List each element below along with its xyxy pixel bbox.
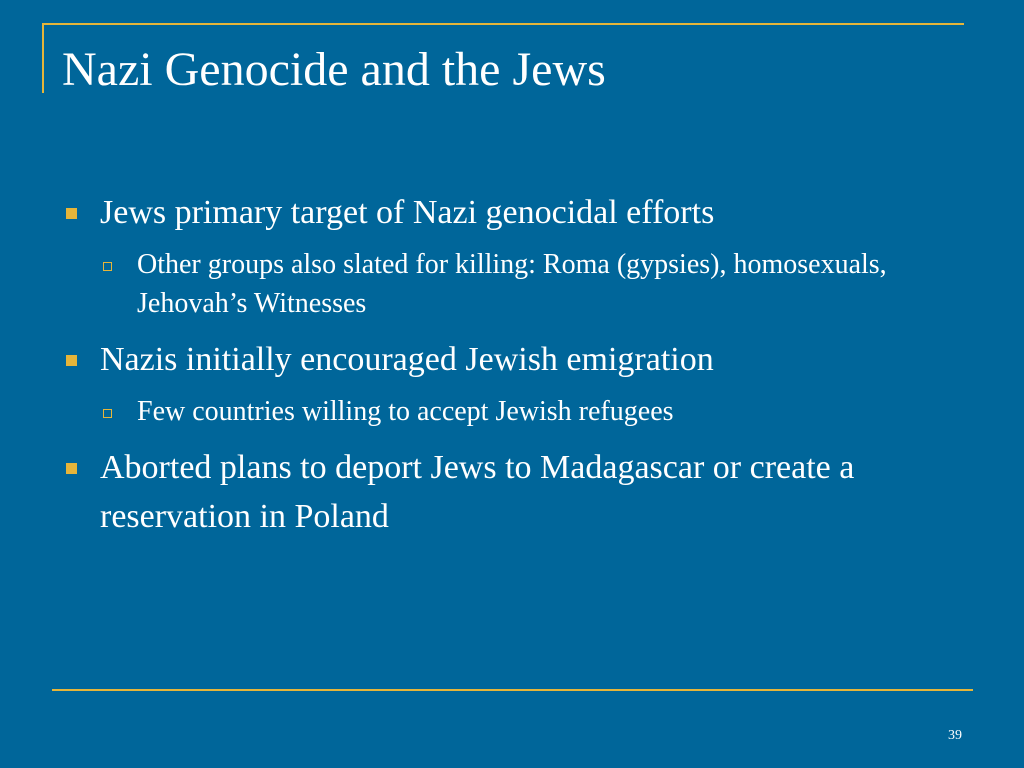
sub-bullet-text: Few countries willing to accept Jewish refugees [137,396,674,427]
top-frame-line [42,23,964,25]
hollow-square-bullet-icon [103,262,112,271]
left-frame-line [42,23,44,93]
square-bullet-icon [66,463,77,474]
bullet-item [62,443,962,541]
bullet-text: Nazis initially encouraged Jewish emigration [100,341,714,378]
bullet-list [62,188,962,551]
bullet-text: Aborted plans to deport Jews to Madagascar or create a reservation in Poland [100,449,855,535]
square-bullet-icon [66,208,77,219]
hollow-square-bullet-icon [103,409,112,418]
slide-title: Nazi Genocide and the Jews [62,43,606,96]
footer-divider [52,689,973,691]
square-bullet-icon [66,355,77,366]
bullet-item [62,188,962,237]
sub-bullet-text: Other groups also slated for killing: Roma (gypsies), homosexuals, Jehovah’s Witnesses [137,249,887,319]
page-number: 39 [948,728,962,743]
sub-bullet-item [62,245,962,323]
sub-bullet-item [62,392,962,431]
bullet-item [62,335,962,384]
bullet-text: Jews primary target of Nazi genocidal efforts [100,194,715,231]
